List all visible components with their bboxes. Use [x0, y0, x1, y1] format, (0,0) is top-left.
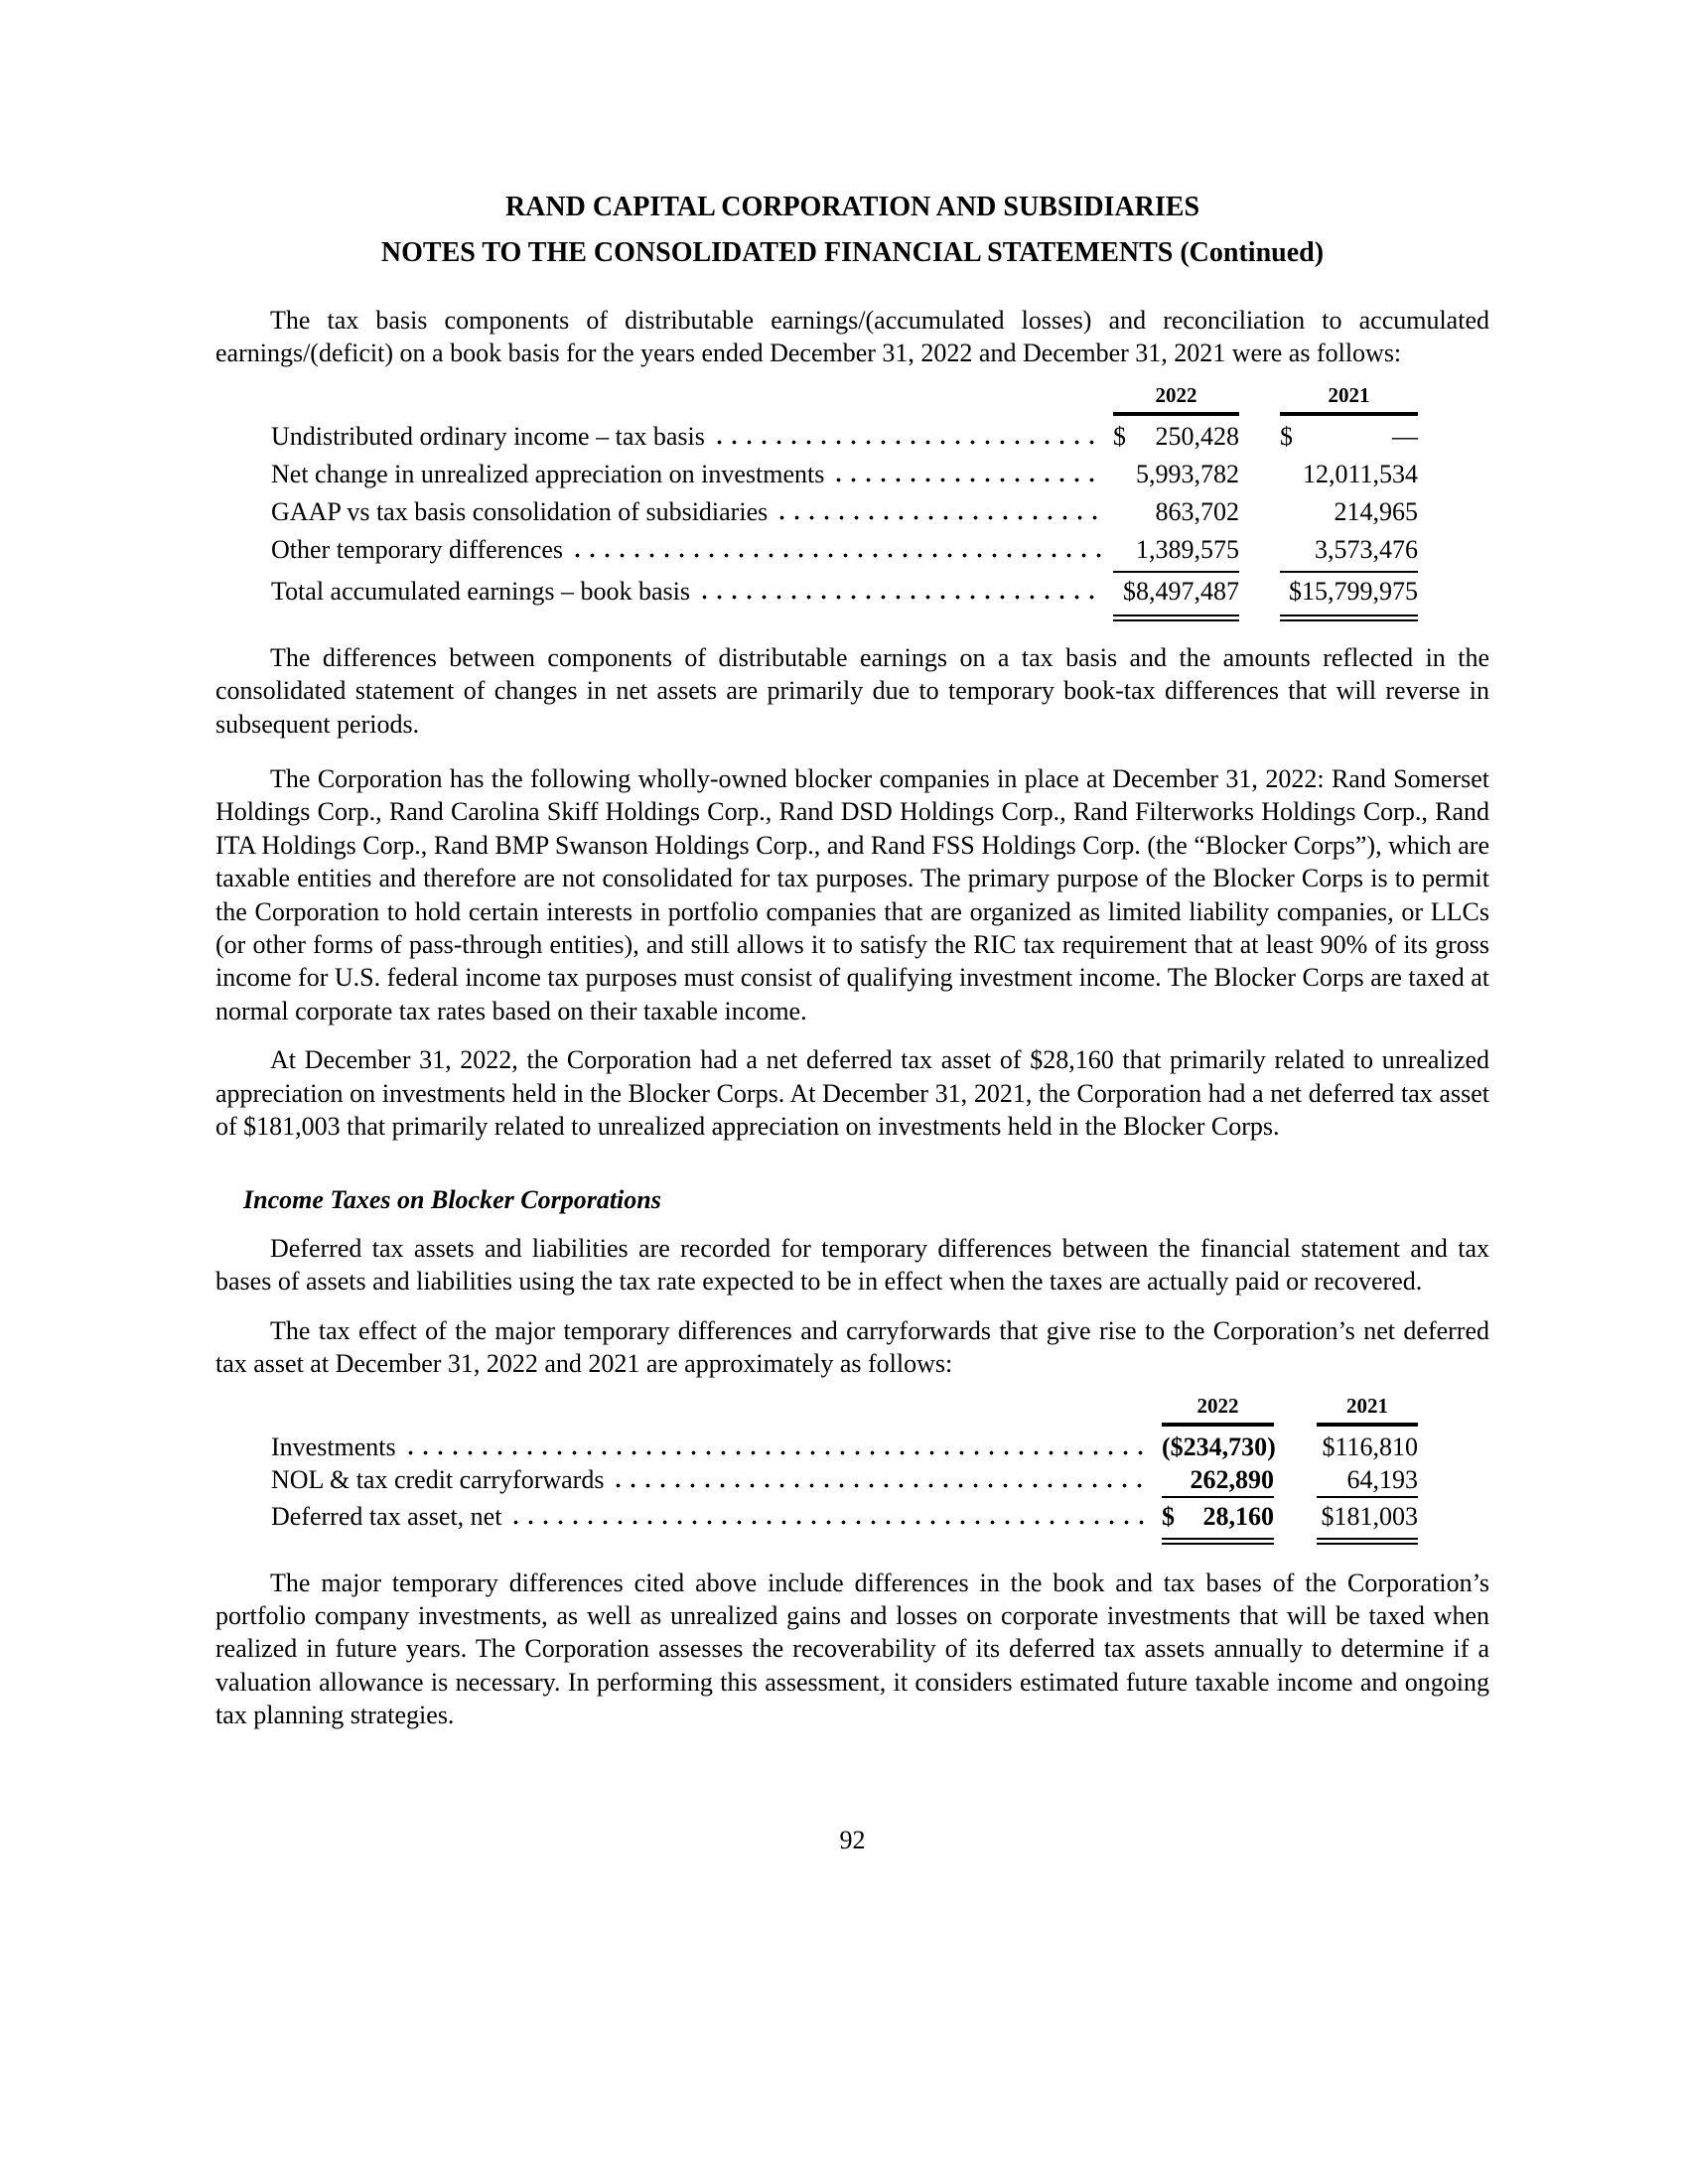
dot-leader [513, 1520, 1152, 1525]
row-label: Deferred tax asset, net [271, 1501, 502, 1531]
paragraph-differences: The differences between components of distributable earnings on a tax basis and the amounts reflected in the consolidated statement of changes in net assets are primarily due to temporary book-tax differences that will reverse in subsequent periods. [215, 642, 1489, 739]
value-2021: 3,573,476 [1315, 534, 1418, 564]
column-header-2021: 2021 [1280, 383, 1418, 416]
table-deferred-tax-asset [215, 1394, 1489, 1545]
value-2022: 250,428 [1155, 421, 1239, 451]
table-header-row [215, 1394, 1418, 1427]
total-value-2022: 28,160 [1202, 1501, 1274, 1531]
dot-leader [575, 553, 1103, 558]
document-title: RAND CAPITAL CORPORATION AND SUBSIDIARIES [504, 192, 1200, 222]
value-2021: 64,193 [1346, 1464, 1418, 1494]
total-value-2022: $8,497,487 [1123, 576, 1239, 606]
section-heading-income-taxes: Income Taxes on Blocker Corporations [243, 1184, 661, 1214]
value-2021: — [1392, 421, 1418, 451]
paragraph-deferred-tax-recording: Deferred tax assets and liabilities are recorded for temporary differences between the financial statement and tax bases of assets and liabilities using the tax rate expected to be in effect when the taxes are actually paid or recovered. [215, 1233, 1489, 1297]
currency-sign: $ [1280, 421, 1293, 451]
document-subtitle: NOTES TO THE CONSOLIDATED FINANCIAL STATEMENTS (Continued) [380, 237, 1325, 268]
row-label: Net change in unrealized appreciation on investments [271, 459, 825, 488]
dot-leader [717, 440, 1103, 445]
value-2022: 1,389,575 [1136, 534, 1239, 564]
table-row [215, 420, 1418, 458]
table-row [215, 533, 1418, 571]
value-2022: 863,702 [1155, 496, 1239, 526]
paragraph-tax-effect-intro: The tax effect of the major temporary differences and carryforwards that give rise to the Corporation’s net deferred tax asset at December 31, 2022 and 2021 are approximately as follows: [215, 1315, 1489, 1379]
column-header-2021: 2021 [1317, 1394, 1418, 1427]
page-number: 92 [839, 1825, 866, 1854]
value-2022: 5,993,782 [1136, 459, 1239, 488]
row-label: Total accumulated earnings – book basis [271, 576, 691, 606]
row-label: Undistributed ordinary income – tax basis [271, 421, 705, 451]
table-row [215, 1463, 1418, 1496]
table-row [215, 458, 1418, 495]
total-value-2021: $15,799,975 [1289, 576, 1418, 606]
value-2022: 262,890 [1190, 1464, 1274, 1494]
row-label: Investments [271, 1432, 396, 1461]
value-2021: $116,810 [1322, 1432, 1418, 1461]
table-row [215, 495, 1418, 533]
table-row [215, 1431, 1418, 1463]
value-2021: 12,011,534 [1302, 459, 1418, 488]
row-label: NOL & tax credit carryforwards [271, 1464, 605, 1494]
row-label: Other temporary differences [271, 534, 564, 564]
currency-sign: $ [1162, 1501, 1175, 1531]
paragraph-tax-basis-intro: The tax basis components of distributable earnings/(accumulated losses) and reconciliation to accumulated earnings/(deficit) on a book basis for the years ended December 31, 2022 and December 31, 2021 were as follows: [215, 306, 1489, 368]
currency-sign: $ [1113, 421, 1126, 451]
paragraph-blocker-corps: The Corporation has the following wholly-owned blocker companies in place at December 31, 2022: Rand Somerset Holdings Corp., Rand Carolina Skiff Holdings Corp., Rand DSD Holdings Corp., Rand Filterworks Holdings Corp., Rand ITA Holdings Corp., Rand BMP Swanson Holdings Corp., and Rand FSS Holdings Corp. (the “Blocker Corps”), which are taxable entities and therefore are not consolidated for tax purposes. The primary purpose of the Blocker Corps is to permit the Corporation to hold certain interests in portfolio companies that are organized as limited liability companies, or LLCs (or other forms of pass-through entities), and still allows it to satisfy the RIC tax requirement that at least 90% of its gross income for U.S. federal income tax purposes must consist of qualifying investment income. The Blocker Corps are taxed at normal corporate tax rates based on their taxable income. [215, 764, 1489, 1025]
dot-leader [616, 1483, 1152, 1488]
value-2022: ($234,730) [1162, 1432, 1276, 1461]
paragraph-deferred-tax-asset: At December 31, 2022, the Corporation had a net deferred tax asset of $28,160 that primarily related to unrealized appreciation on investments held in the Blocker Corps. At December 31, 2021, the Corporation had a net deferred tax asset of $181,003 that primarily related to unrealized appreciation on investments held in the Blocker Corps. [215, 1045, 1489, 1142]
column-header-2022: 2022 [1113, 383, 1239, 416]
column-header-2022: 2022 [1162, 1394, 1274, 1427]
table-accumulated-earnings [215, 383, 1489, 621]
table-header-row [215, 383, 1418, 416]
dot-leader [702, 595, 1103, 600]
page-content [215, 191, 1489, 1856]
value-2021: 214,965 [1334, 496, 1418, 526]
total-double-rule [215, 1538, 1418, 1545]
total-double-rule [215, 614, 1418, 621]
dot-leader [779, 515, 1103, 520]
dot-leader [408, 1450, 1152, 1455]
paragraph-major-differences: The major temporary differences cited above include differences in the book and tax bases of the Corporation’s portfolio company investments, as well as unrealized gains and losses on corporate investments that will be taxed when realized in future years. The Corporation assesses the recoverability of its deferred tax assets annually to determine if a valuation allowance is necessary. In performing this assessment, it considers estimated future taxable income and ongoing tax planning strategies. [215, 1568, 1489, 1730]
table-total-row [215, 575, 1418, 611]
table-total-row [215, 1500, 1418, 1534]
total-value-2021: $181,003 [1321, 1501, 1418, 1531]
dot-leader [836, 478, 1103, 482]
row-label: GAAP vs tax basis consolidation of subsidiaries [271, 496, 769, 526]
